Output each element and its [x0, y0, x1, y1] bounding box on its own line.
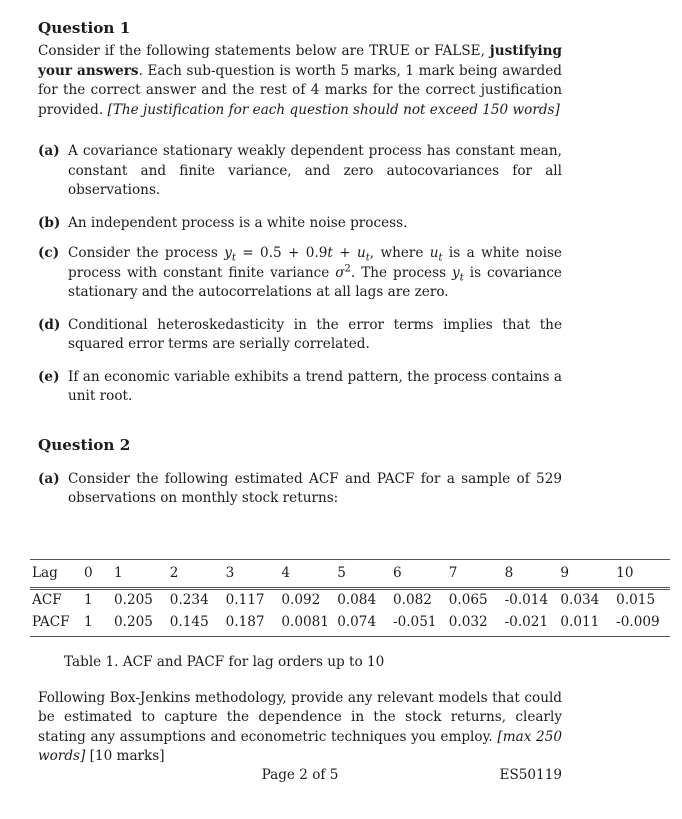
q1-item-c-text	[68, 245, 562, 300]
q1-item-b-text: An independent process is a white noise process.	[68, 214, 408, 231]
table-cell: -0.014	[504, 592, 549, 608]
table-cell: -0.021	[503, 612, 559, 637]
q1-item-d-text: Conditional heteroskedasticity in the error terms implies that the squared error terms are serially correlated.	[68, 316, 562, 352]
q2-item-a	[38, 470, 562, 509]
table-caption: Table 1. ACF and PACF for lag orders up to 10	[64, 654, 385, 670]
table-cell: 0.117	[225, 592, 265, 608]
table-cell: 0.187	[224, 612, 280, 637]
table-header-cell: 8	[503, 559, 559, 589]
table-header-cell: 0	[82, 559, 112, 589]
row-label-acf: ACF	[32, 592, 62, 608]
math-sub-t: t	[438, 252, 443, 264]
table-header-cell: 6	[391, 559, 447, 589]
course-code: ES50119	[499, 767, 562, 783]
table-header-cell: 9	[558, 559, 614, 589]
math-var-u: u	[429, 245, 439, 261]
q1-item-b	[38, 214, 562, 234]
closing-text: Following Box-Jenkins methodology, provide any relevant models that could be estimated to capture the dependence in the stock returns, clearly stating any assumptions and econometric techniques you employ.	[38, 689, 562, 745]
q1-item-a	[38, 142, 562, 201]
math-sub-t: t	[459, 272, 464, 284]
q1-item-a-label: (a)	[38, 143, 60, 159]
math-var-sigma: σ	[335, 264, 345, 281]
text-segment: Consider the process	[68, 245, 225, 261]
text-segment: is a white noise process with constant finite variance	[68, 245, 562, 281]
table-header-cell: 1	[112, 559, 168, 589]
text-segment: , where	[369, 245, 430, 261]
closing-marks: [10 marks]	[85, 748, 165, 764]
q1-item-e-label: (e)	[38, 368, 60, 385]
q1-item-d	[38, 316, 562, 355]
table-header-cell: 5	[335, 559, 391, 589]
table-header-cell: 3	[224, 559, 280, 589]
page-number: Page 2 of 5	[261, 767, 339, 783]
table-header-cell: 2	[168, 559, 224, 589]
math-var-y: y	[224, 245, 232, 261]
question2-heading: Question 2	[38, 435, 131, 454]
table-cell: 1	[82, 612, 112, 637]
table-cell: 0.011	[558, 612, 614, 637]
table-cell: 0.074	[335, 612, 391, 637]
table-row-pacf	[30, 612, 670, 637]
table-cell: 0.205	[114, 592, 153, 608]
table-cell: 0.065	[448, 592, 488, 608]
table-cell: -0.009	[614, 612, 670, 637]
table-cell: 0.082	[392, 592, 432, 608]
q2-item-a-label: (a)	[38, 470, 60, 487]
table-header-lag: Lag	[30, 559, 82, 589]
table-header-cell: 7	[447, 559, 503, 589]
intro-text-italic: [The justification for each question should not exceed 150 words]	[107, 101, 560, 118]
table-header-cell: 4	[279, 559, 335, 589]
q1-item-b-label: (b)	[38, 214, 61, 231]
intro-text-bold: justifying your answers	[38, 43, 562, 79]
math-var-y: y	[452, 264, 460, 281]
text-segment: = 0.5 + 0.9	[235, 245, 328, 261]
table-cell: 0.205	[112, 612, 168, 637]
table-cell: 0.0081	[279, 612, 335, 637]
q1-item-c	[38, 244, 562, 303]
table-cell: 0.092	[281, 592, 321, 608]
table-row-acf	[30, 589, 670, 612]
question1-items	[38, 142, 562, 407]
table-cell: 0.032	[447, 612, 503, 637]
closing-max-words: [max 250 words]	[38, 728, 562, 764]
q1-item-a-text: A covariance stationary weakly dependent process has constant mean, constant and finite variance, and zero autocovariances for all observations.	[68, 143, 562, 198]
math-var-t: t	[327, 245, 333, 261]
acf-pacf-table	[30, 559, 670, 638]
text-segment: is covariance stationary and the autocorrelations at all lags are zero.	[68, 264, 562, 300]
table-cell: -0.051	[391, 612, 447, 637]
text-segment: . The process	[350, 264, 453, 281]
math-sub-t: t	[365, 252, 370, 264]
intro-text-1: Consider if the following statements below are TRUE or FALSE,	[38, 43, 490, 59]
q1-item-e-text: If an economic variable exhibits a trend pattern, the process contains a unit root.	[68, 368, 562, 404]
question1-intro	[38, 42, 562, 120]
table-header-row	[30, 559, 670, 589]
table-cell: 0.015	[616, 592, 656, 608]
page-footer	[38, 766, 562, 786]
intro-text-2: . Each sub-question is worth 5 marks, 1 mark being awarded for the correct answer and the rest of 4 marks for the correct justification provided.	[38, 62, 562, 118]
question1-heading: Question 1	[38, 19, 131, 37]
q1-item-c-label: (c)	[38, 245, 60, 261]
table-header-cell: 10	[614, 559, 670, 589]
math-sup-2: 2	[344, 262, 351, 274]
table-cell: 0.234	[169, 592, 209, 608]
q2-closing-paragraph	[38, 689, 562, 767]
q2-item-a-text: Consider the following estimated ACF and PACF for a sample of 529 observations on monthly stock returns:	[68, 470, 562, 506]
q1-item-d-label: (d)	[38, 316, 61, 333]
table-cell: 0.034	[560, 592, 600, 608]
row-label-pacf: PACF	[30, 612, 82, 637]
table-cell: 0.145	[168, 612, 224, 637]
table-cell: 1	[84, 592, 93, 608]
text-segment: +	[332, 245, 357, 261]
math-sub-t: t	[231, 252, 236, 264]
table-cell: 0.084	[337, 592, 377, 608]
math-var-u: u	[356, 245, 366, 261]
q1-item-e	[38, 368, 562, 407]
